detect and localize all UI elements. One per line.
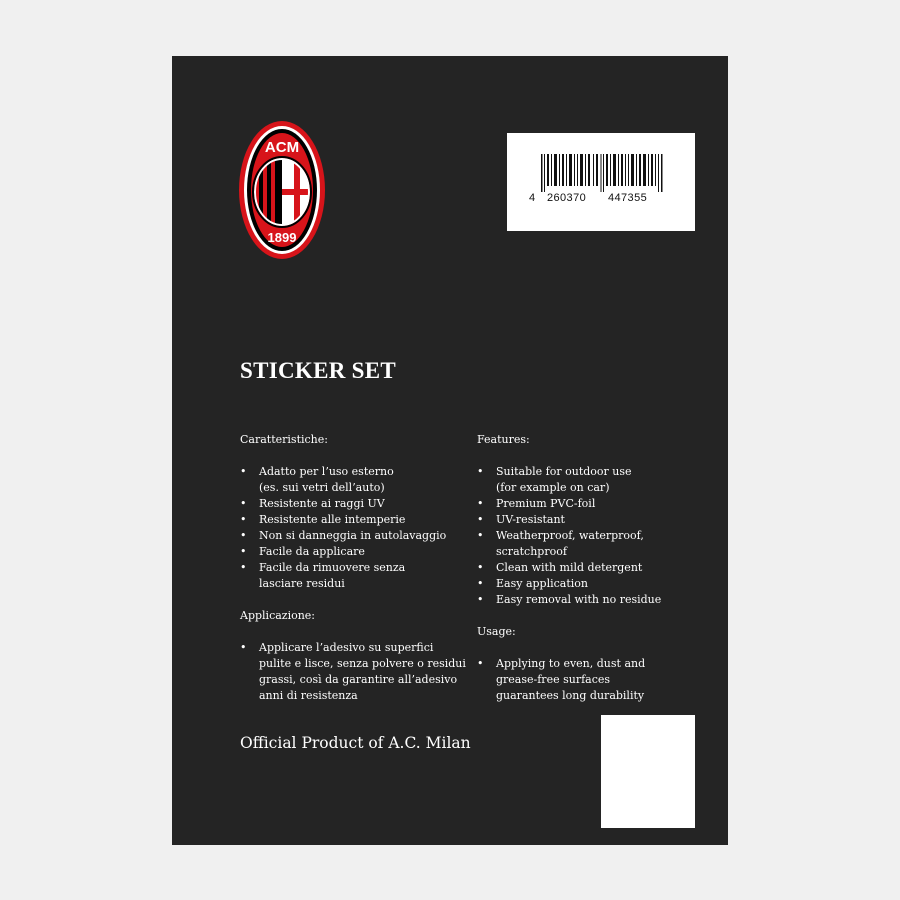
- list-item: • Facile da rimuovere senza lasciare residui: [240, 560, 480, 592]
- list-item: • Easy removal with no residue: [477, 592, 717, 608]
- sticker-set-back-card: [172, 56, 728, 845]
- english-column: [477, 432, 717, 720]
- list-item: • Facile da applicare: [240, 544, 480, 560]
- list-item: • Non si danneggia in autolavaggio: [240, 528, 480, 544]
- list-item: • Weatherproof, waterproof, scratchproof: [477, 528, 717, 560]
- english-usage-heading: Usage:: [477, 625, 516, 638]
- blank-label-area: [601, 715, 695, 828]
- english-usage-list: [477, 656, 717, 704]
- list-item: • Applicare l’adesivo su superfici pulite e lisce, senza polvere o residui grassi, così da garantire all’adesivo anni di resistenza: [240, 640, 480, 704]
- italian-features-heading: Caratteristiche:: [240, 433, 328, 446]
- english-features-list: [477, 464, 717, 608]
- ac-milan-crest-logo: [238, 120, 326, 260]
- product-title: STICKER SET: [240, 358, 397, 383]
- list-item: • Premium PVC-foil: [477, 496, 717, 512]
- list-item: • Resistente ai raggi UV: [240, 496, 480, 512]
- italian-usage-list: [240, 640, 480, 704]
- italian-usage-heading: Applicazione:: [240, 609, 316, 622]
- italian-features-list: [240, 464, 480, 592]
- barcode-label: [507, 133, 695, 231]
- english-features-heading: Features:: [477, 433, 530, 446]
- barcode-digits-left: 260370: [547, 192, 587, 204]
- barcode-bars: [541, 154, 663, 192]
- list-item: • Applying to even, dust and grease-free surfaces guarantees long durability: [477, 656, 717, 704]
- official-product-line: Official Product of A.C. Milan: [240, 734, 471, 752]
- crest-year: 1899: [267, 230, 297, 245]
- barcode-digit-lead: 4: [529, 192, 536, 204]
- italian-column: [240, 432, 480, 720]
- list-item: • UV-resistant: [477, 512, 717, 528]
- barcode-digits-right: 447355: [608, 192, 648, 204]
- list-item: • Resistente alle intemperie: [240, 512, 480, 528]
- list-item: • Adatto per l’uso esterno (es. sui vetri dell’auto): [240, 464, 480, 496]
- list-item: • Clean with mild detergent: [477, 560, 717, 576]
- crest-letters: ACM: [264, 139, 300, 156]
- list-item: • Suitable for outdoor use (for example on car): [477, 464, 717, 496]
- list-item: • Easy application: [477, 576, 717, 592]
